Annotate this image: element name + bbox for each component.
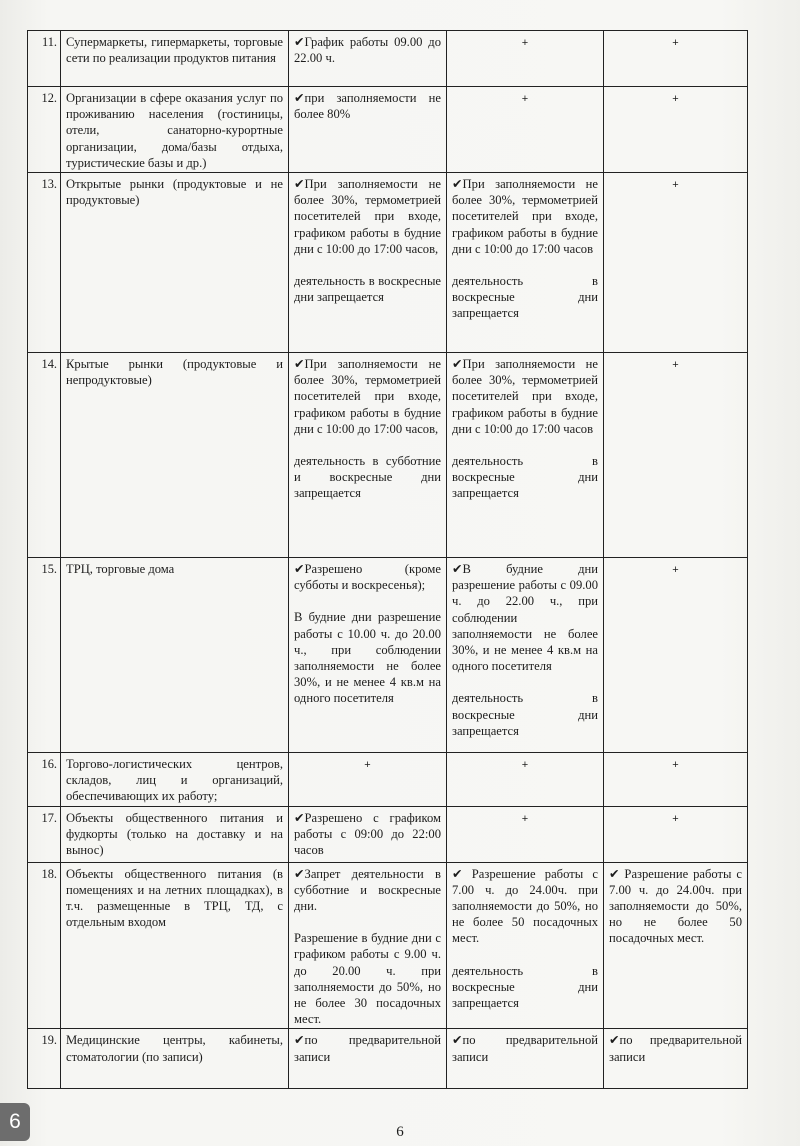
condition-text: деятельность в воскресные дни запрещается [452, 454, 598, 501]
regime-cell-c4 [447, 558, 604, 753]
paragraph-gap [452, 257, 598, 273]
condition-text: В будние дни разрешение работы с 10.00 ч. до 20.00 ч., при соблюдении заполняемости не более 30%, и не менее 4 кв.м на одного посетителя [294, 610, 441, 706]
regulation-table [27, 30, 748, 1089]
condition-text: ✔При заполняемости не более 30%, термометрией посетителей при входе, графиком работы в будние дни с 10:00 до 17:00 часов, [294, 177, 441, 256]
paragraph-gap [294, 914, 441, 930]
regime-cell-c5 [604, 558, 748, 753]
regime-cell-c3 [289, 87, 447, 173]
regime-cell-c5 [604, 31, 748, 87]
table-row [28, 1029, 748, 1089]
paragraph-gap [452, 437, 598, 453]
row-number: 14. [28, 353, 61, 558]
condition-text: ✔ Разрешение работы с 7.00 ч. до 24.00ч. при заполняемости до 50%, но не более 50 посадочных мест. [609, 866, 742, 946]
paragraph-gap [452, 674, 598, 690]
facility-name: Медицинские центры, кабинеты, стоматологии (по записи) [61, 1029, 289, 1089]
row-number: 17. [28, 806, 61, 862]
paragraph-gap [452, 947, 598, 963]
condition-text: Разрешение в будние дни с графиком работы с 9.00 ч. до 20.00 ч. при заполняемости до 50%, но не более 30 посадочных мест. [294, 931, 441, 1027]
plus-mark: + [521, 93, 529, 105]
row-number: 11. [28, 31, 61, 87]
page-number: 6 [396, 1124, 404, 1140]
condition-text: ✔При заполняемости не более 30%, термометрией посетителей при входе, графиком работы в будние дни с 10:00 до 17:00 часов, [294, 357, 441, 436]
condition-text: ✔по предварительной записи [609, 1033, 742, 1064]
regime-cell-c5 [604, 862, 748, 1029]
table-row [28, 173, 748, 353]
facility-name: Крытые рынки (продуктовые и непродуктовые) [61, 353, 289, 558]
facility-name: Торгово-логистических центров, складов, лиц и организаций, обеспечивающих их работу; [61, 753, 289, 807]
table-row [28, 87, 748, 173]
regime-cell-c4 [447, 87, 604, 173]
regime-cell-c4 [447, 806, 604, 862]
condition-text: деятельность в воскресные дни запрещается [452, 963, 598, 1011]
row-number: 19. [28, 1029, 61, 1089]
row-number: 16. [28, 753, 61, 807]
regime-cell-c3 [289, 806, 447, 862]
regime-cell-c4 [447, 173, 604, 353]
facility-name: Супермаркеты, гипермаркеты, торговые сети по реализации продуктов питания [61, 31, 289, 87]
regime-cell-c4 [447, 31, 604, 87]
facility-name: ТРЦ, торговые дома [61, 558, 289, 753]
paragraph-gap [294, 437, 441, 453]
paragraph-gap [294, 257, 441, 273]
plus-mark: + [521, 812, 529, 825]
regime-cell-c5 [604, 173, 748, 353]
regime-cell-c5 [604, 1029, 748, 1089]
plus-mark: + [672, 759, 679, 772]
plus-mark: + [364, 759, 371, 772]
regime-cell-c3 [289, 753, 447, 807]
table-row [28, 862, 748, 1029]
table-body [28, 31, 748, 1089]
regime-cell-c5 [604, 353, 748, 558]
plus-mark: + [672, 359, 679, 372]
condition-text: деятельность в воскресные дни запрещается [452, 691, 598, 738]
condition-text: ✔Разрешено с графиком работы с 09:00 до 22:00 часов [294, 810, 441, 858]
condition-text: ✔В будние дни разрешение работы с 09.00 ч. до 22.00 ч., при соблюдении заполняемости не более 30%, и не менее 4 кв.м на одного посетителя [452, 562, 598, 674]
plus-mark: + [672, 179, 679, 192]
table-row [28, 558, 748, 753]
facility-name: Объекты общественного питания и фудкорты (только на доставку и на вынос) [61, 806, 289, 862]
regime-cell-c5 [604, 753, 748, 807]
condition-text: ✔при заполняемости не более 80% [294, 91, 441, 122]
condition-text: ✔ Разрешение работы с 7.00 ч. до 24.00ч. при заполняемости до 50%, но не более 50 посадочных мест. [452, 866, 598, 946]
regime-cell-c4 [447, 753, 604, 807]
facility-name: Объекты общественного питания (в помещениях и на летних площадках), в т.ч. размещенные в ТРЦ, ТД, с отдельным входом [61, 862, 289, 1029]
plus-mark: + [521, 759, 529, 772]
plus-mark: + [672, 564, 679, 577]
regime-cell-c3 [289, 862, 447, 1029]
regime-cell-c4 [447, 353, 604, 558]
table-row [28, 353, 748, 558]
row-number: 12. [28, 87, 61, 173]
facility-name: Открытые рынки (продуктовые и не продуктовые) [61, 173, 289, 353]
row-number: 15. [28, 558, 61, 753]
condition-text: ✔по предварительной записи [294, 1033, 441, 1064]
condition-text: ✔по предварительной записи [452, 1033, 598, 1064]
plus-mark: + [521, 37, 529, 49]
regime-cell-c3 [289, 1029, 447, 1089]
regime-cell-c5 [604, 806, 748, 862]
regime-cell-c4 [447, 1029, 604, 1089]
page-indicator-tab[interactable]: 6 [0, 1103, 30, 1141]
regime-cell-c3 [289, 173, 447, 353]
condition-text: ✔При заполняемости не более 30%, термометрией посетителей при входе, графиком работы в будние дни с 10:00 до 17:00 часов [452, 177, 598, 256]
facility-name: Организации в сфере оказания услуг по проживанию населения (гостиницы, отели, санаторно-курортные организации, дома/базы отдыха, туристические базы и др.) [61, 87, 289, 173]
table-row [28, 753, 748, 807]
condition-text: деятельность в субботние и воскресные дни запрещается [294, 454, 441, 501]
table-row [28, 806, 748, 862]
table-row [28, 31, 748, 87]
plus-mark: + [672, 37, 679, 49]
regime-cell-c3 [289, 31, 447, 87]
regime-cell-c3 [289, 558, 447, 753]
condition-text: деятельность в воскресные дни запрещается [294, 274, 441, 305]
regime-cell-c5 [604, 87, 748, 173]
paragraph-gap [294, 593, 441, 609]
regime-cell-c4 [447, 862, 604, 1029]
condition-text: ✔График работы 09.00 до 22.00 ч. [294, 35, 441, 66]
row-number: 18. [28, 862, 61, 1029]
condition-text: ✔Запрет деятельности в субботние и воскресные дни. [294, 866, 441, 914]
condition-text: ✔При заполняемости не более 30%, термометрией посетителей при входе, графиком работы в будние дни с 10:00 до 17:00 часов [452, 357, 598, 436]
regime-cell-c3 [289, 353, 447, 558]
plus-mark: + [672, 812, 679, 825]
condition-text: деятельность в воскресные дни запрещается [452, 274, 598, 321]
condition-text: ✔Разрешено (кроме субботы и воскресенья); [294, 562, 441, 593]
plus-mark: + [672, 93, 679, 105]
row-number: 13. [28, 173, 61, 353]
